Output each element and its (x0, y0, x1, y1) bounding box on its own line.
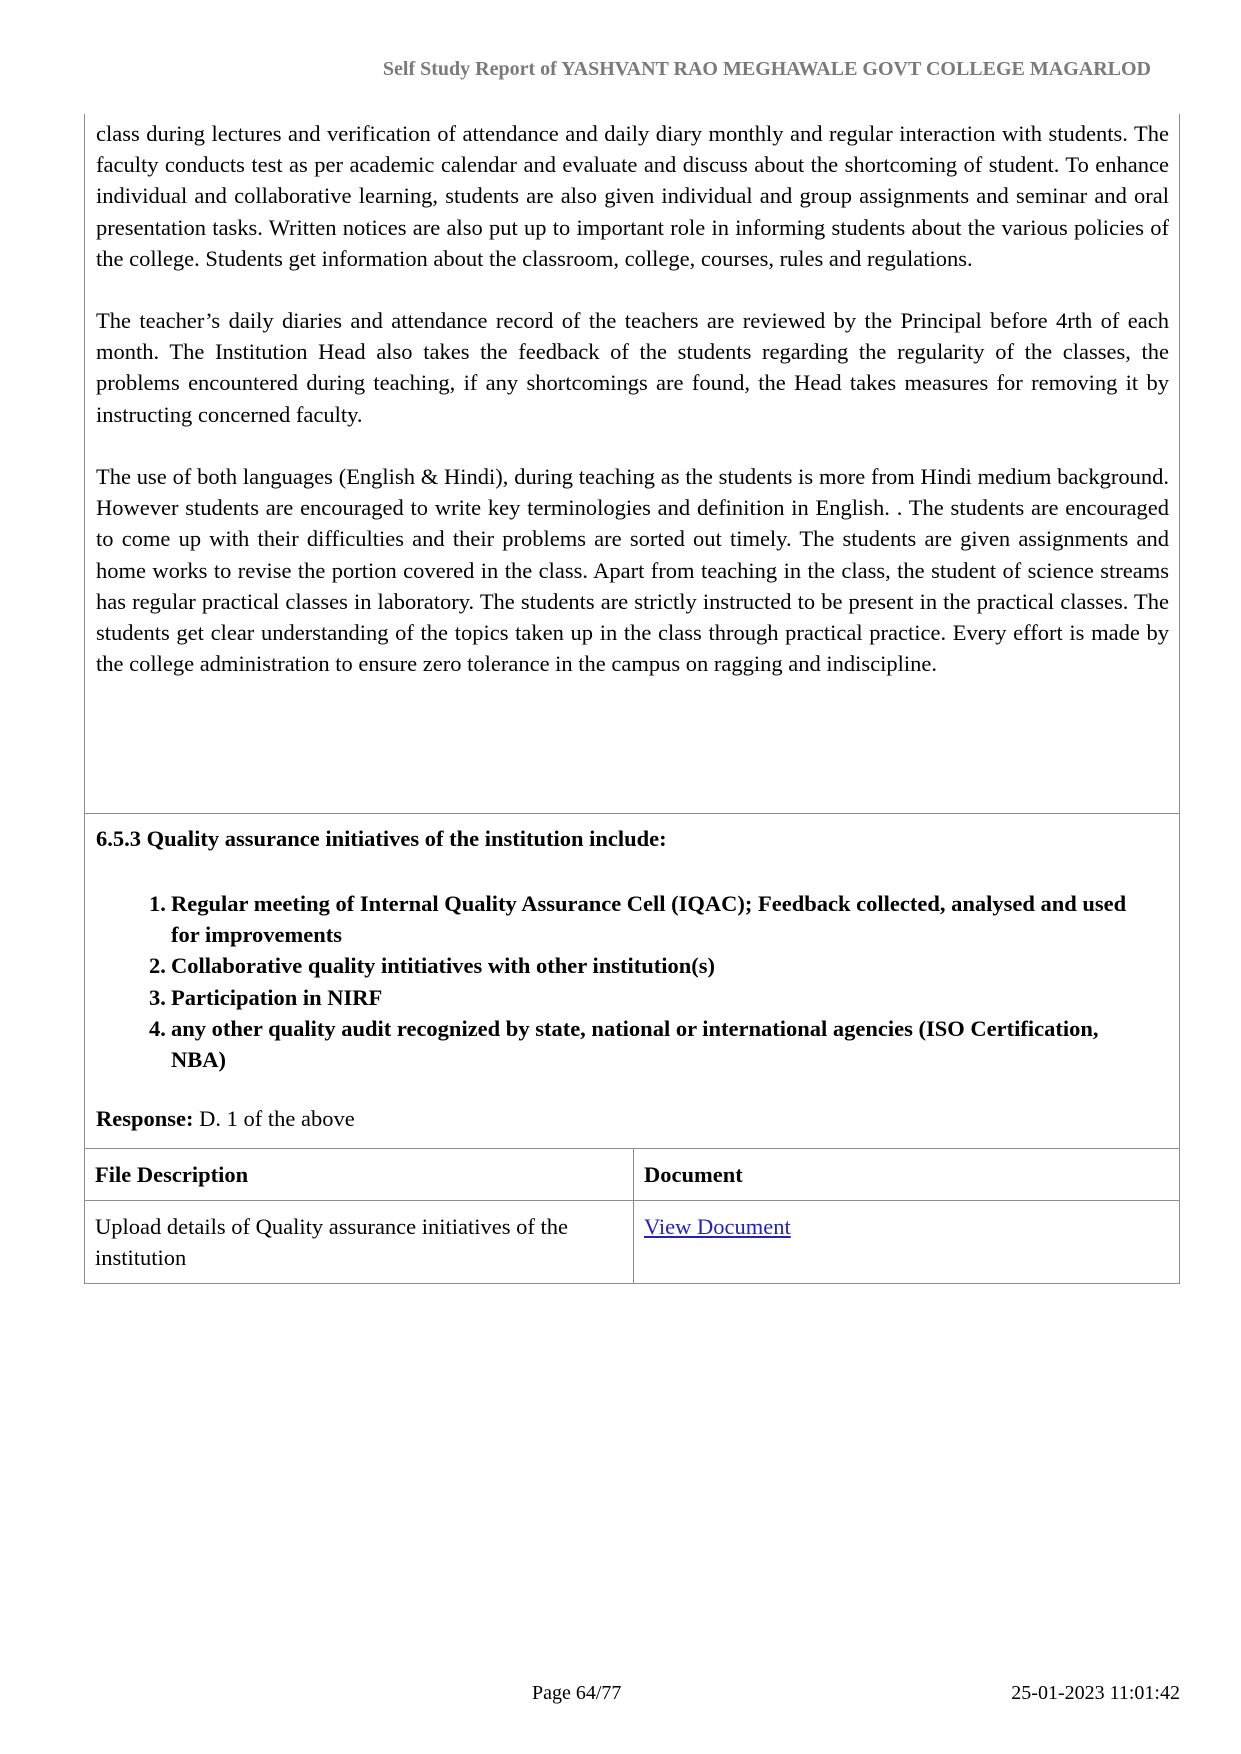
column-header: Document (634, 1149, 1180, 1201)
item-text: any other quality audit recognized by state, national or international agencies (ISO Certification, NBA) (171, 1015, 1099, 1073)
item-number: 1. (149, 891, 166, 916)
document-cell (634, 1201, 1180, 1284)
timestamp: 25-01-2023 11:01:42 (1011, 1682, 1180, 1704)
file-description: Upload details of Quality assurance initiatives of the institution (85, 1201, 634, 1284)
column-header: File Description (85, 1149, 634, 1201)
list-item (149, 888, 1149, 950)
table-header-row (85, 1149, 1180, 1201)
page-number: Page 64/77 (532, 1682, 622, 1704)
item-number: 2. (149, 953, 166, 979)
initiatives-list (149, 888, 1149, 1075)
item-text: Participation in NIRF (171, 984, 383, 1010)
response (96, 1106, 355, 1132)
continued-section (84, 114, 1180, 814)
list-item (149, 982, 1149, 1013)
table-row (85, 1201, 1180, 1284)
paragraph: The teacher’s daily diaries and attendance record of the teachers are reviewed by the Principal before 4rth of each month. The Institution Head also takes the feedback of the students regarding the regularity of the classes, the problems encountered during teaching, if any shortcomings are found, the Head takes measures for removing it by instructing concerned faculty. (96, 308, 1169, 427)
item-text: Collaborative quality intitiatives with other institution(s) (171, 953, 715, 979)
list-item (149, 1013, 1149, 1075)
response-label: Response: (96, 1106, 194, 1131)
paragraph: The use of both languages (English & Hindi), during teaching as the students is more from Hindi medium background. However students are encouraged to write key terminologies and definition in English. . The students are encouraged to come up with their difficulties and their problems are sorted out timely. The students are given assignments and home works to revise the portion covered in the class. Apart from teaching in the class, the student of science streams has regular practical classes in laboratory. The students are strictly instructed to be present in the practical classes. The students get clear understanding of the topics taken up in the class through practical practice. Every effort is made by the college administration to ensure zero tolerance in the campus on ragging and indiscipline. (96, 464, 1169, 677)
paragraph: class during lectures and verification of attendance and daily diary monthly and regular interaction with students. The faculty conducts test as per academic calendar and evaluate and discuss about the shortcoming of student. To enhance individual and collaborative learning, students are also given individual and group assignments and seminar and oral presentation tasks. Written notices are also put up to important role in informing students about the various policies of the college. Students get information about the classroom, college, courses, rules and regulations. (96, 121, 1169, 271)
report-header: Self Study Report of YASHVANT RAO MEGHAWALE GOVT COLLEGE MAGARLOD (382, 58, 1151, 80)
response-value: D. 1 of the above (193, 1106, 355, 1131)
item-number: 4. (149, 1015, 166, 1041)
view-document-link[interactable]: View Document (644, 1214, 791, 1239)
item-text: Regular meeting of Internal Quality Assurance Cell (IQAC); Feedback collected, analysed and used for improvements (171, 891, 1127, 948)
section-heading: 6.5.3 Quality assurance initiatives of the institution include: (96, 826, 667, 851)
file-table (84, 1148, 1180, 1284)
section-6-5-3 (84, 814, 1180, 1148)
list-item (149, 950, 1149, 981)
item-number: 3. (149, 984, 166, 1010)
